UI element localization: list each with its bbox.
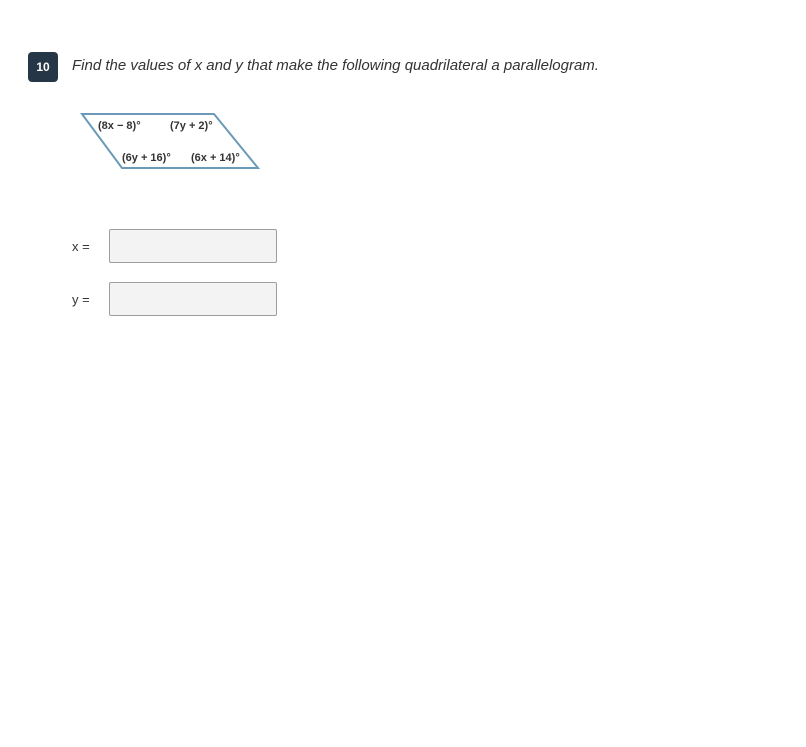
angle-label-bottom-left: (6y + 16)°: [122, 152, 171, 164]
parallelogram-diagram: [78, 110, 264, 172]
x-label: x =: [72, 238, 90, 254]
angle-label-top-left: (8x − 8)°: [98, 120, 141, 132]
parallelogram-figure: [78, 110, 264, 172]
question-number-badge: 10: [28, 52, 58, 82]
y-label: y =: [72, 291, 90, 307]
x-answer-input[interactable]: [109, 229, 277, 263]
y-answer-input[interactable]: [109, 282, 277, 316]
answer-row-y: [72, 282, 277, 316]
angle-label-top-right: (7y + 2)°: [170, 120, 213, 132]
answer-row-x: [72, 229, 277, 263]
question-prompt: Find the values of x and y that make the following quadrilateral a parallelogram.: [72, 57, 599, 74]
angle-label-bottom-right: (6x + 14)°: [191, 152, 240, 164]
